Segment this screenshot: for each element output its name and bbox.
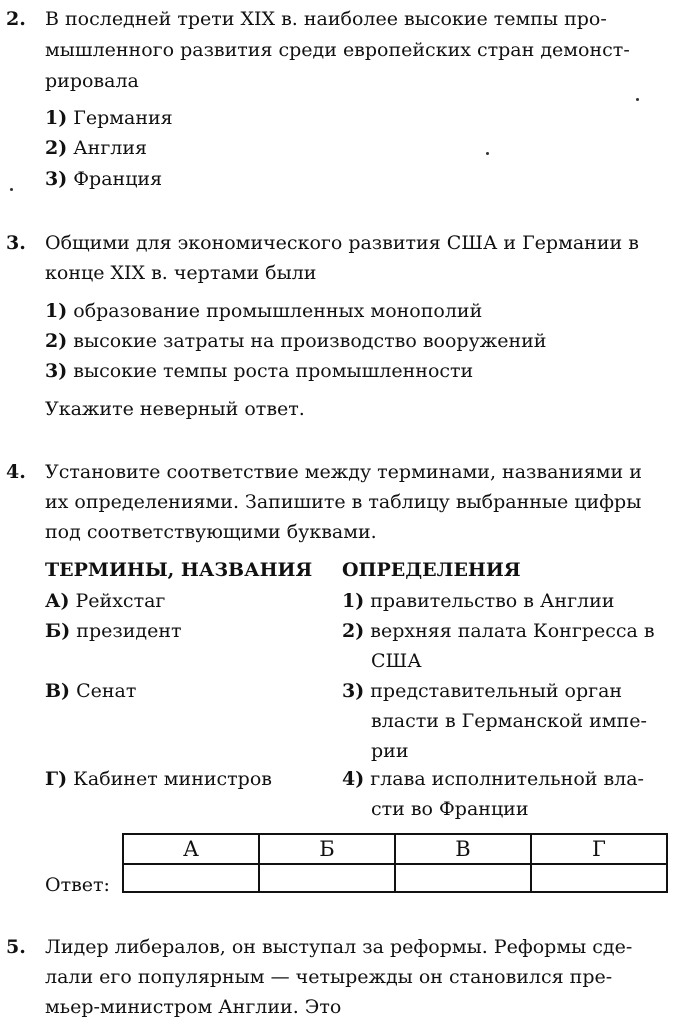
definition-2: 2) верхняя палата Конгресса в	[342, 620, 655, 642]
answer-label: Ответ:	[45, 874, 110, 896]
question-3-text-line-1: Общими для экономического развития США и Германии в	[45, 232, 639, 254]
definition-3-line-2: власти в Германской импе-	[371, 710, 647, 732]
definition-2-line-2: США	[371, 650, 422, 672]
question-2-text-line-2: мышленного развития среди европейских стран демонст-	[45, 39, 630, 61]
scan-speck	[10, 188, 13, 191]
term-a: А) Рейхстаг	[45, 590, 166, 612]
question-3-option-2[interactable]: 2) высокие затраты на производство вооружений	[45, 330, 547, 352]
answer-col-header-b: Б	[259, 834, 395, 864]
answer-col-header-v: В	[395, 834, 531, 864]
term-b: Б) президент	[45, 620, 182, 642]
definition-3: 3) представительный орган	[342, 680, 623, 702]
definition-4-line-2: сти во Франции	[371, 798, 529, 820]
question-3-option-1[interactable]: 1) образование промышленных монополий	[45, 300, 483, 322]
question-number-5: 5.	[6, 936, 26, 958]
question-number-2: 2.	[6, 8, 26, 30]
definitions-column-header: ОПРЕДЕЛЕНИЯ	[342, 559, 521, 581]
question-2-option-2[interactable]: 2) Англия	[45, 137, 147, 159]
definition-3-line-3: рии	[371, 740, 409, 762]
terms-column-header: ТЕРМИНЫ, НАЗВАНИЯ	[45, 559, 313, 581]
question-4-text-line-1: Установите соответствие между терминами, названиями и	[45, 461, 642, 483]
definition-4: 4) глава исполнительной вла-	[342, 768, 644, 790]
definition-1: 1) правительство в Англии	[342, 590, 615, 612]
question-3-option-3[interactable]: 3) высокие темпы роста промышленности	[45, 360, 474, 382]
answer-cell-b[interactable]	[259, 864, 395, 892]
scan-speck	[486, 152, 489, 155]
question-number-3: 3.	[6, 232, 26, 254]
question-4-text-line-3: под соответствующими буквами.	[45, 521, 377, 543]
answer-cell-v[interactable]	[395, 864, 531, 892]
question-2-option-1[interactable]: 1) Германия	[45, 107, 173, 129]
question-3-text-line-2: конце XIX в. чертами были	[45, 262, 317, 284]
answer-cell-g[interactable]	[531, 864, 667, 892]
question-2-option-3[interactable]: 3) Франция	[45, 168, 163, 190]
term-g: Г) Кабинет министров	[45, 768, 272, 790]
answer-col-header-a: А	[123, 834, 259, 864]
question-4-text-line-2: их определениями. Запишите в таблицу выбранные цифры	[45, 491, 642, 513]
question-5-text-line-2: лали его популярным — четырежды он становился пре-	[45, 966, 613, 988]
question-5-text-line-1: Лидер либералов, он выступал за реформы. Реформы сде-	[45, 936, 633, 958]
scan-speck	[636, 98, 639, 101]
question-2-text-line-3: рировала	[45, 70, 139, 92]
answer-table	[122, 833, 668, 893]
question-2-text-line-1: В последней трети XIX в. наиболее высокие темпы про-	[45, 8, 607, 30]
term-v: В) Сенат	[45, 680, 137, 702]
question-3-note: Укажите неверный ответ.	[45, 398, 305, 420]
answer-col-header-g: Г	[531, 834, 667, 864]
answer-cell-a[interactable]	[123, 864, 259, 892]
question-5-text-line-3: мьер-министром Англии. Это	[45, 996, 342, 1018]
question-number-4: 4.	[6, 461, 26, 483]
